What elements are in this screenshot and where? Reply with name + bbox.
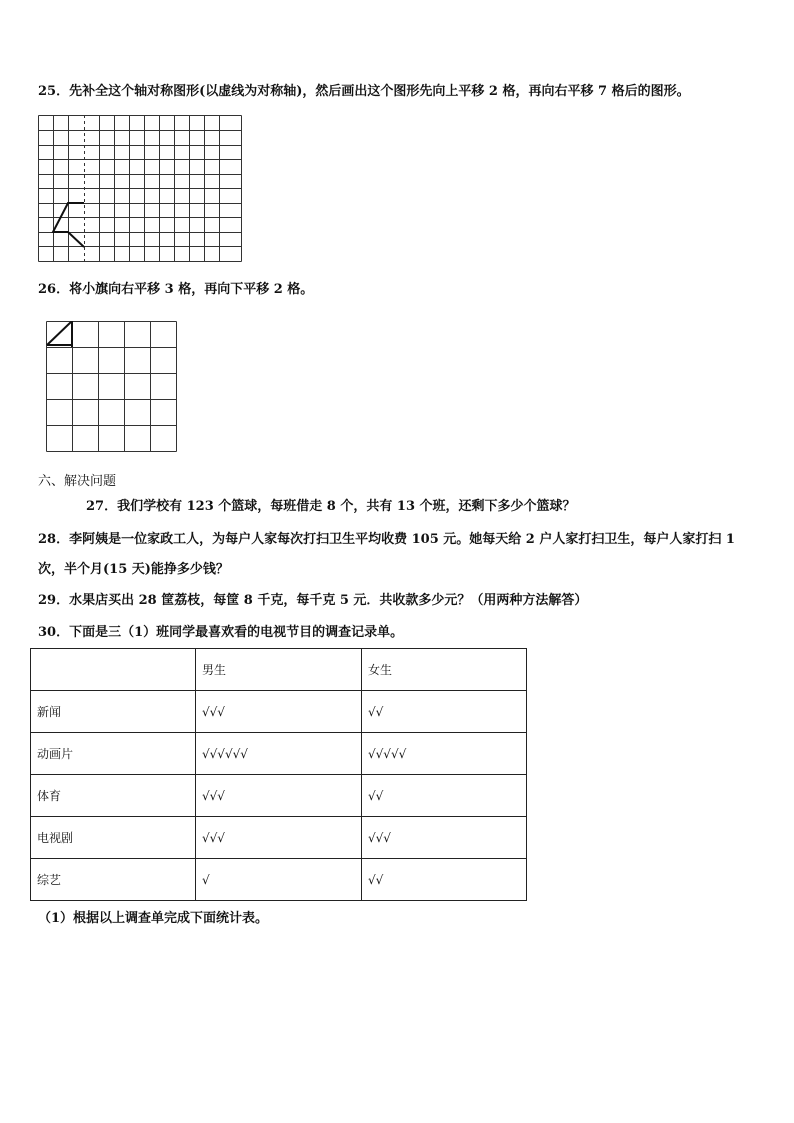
table-cell: 新闻 <box>31 691 196 733</box>
table-row <box>31 817 527 859</box>
question-28-line-1: 28．李阿姨是一位家政工人，为每户人家每次打扫卫生平均收费 105 元。她每天给 2 户人家打扫卫生，每户人家打扫 1 <box>38 532 735 547</box>
table-cell: √√√√√√ <box>196 733 362 775</box>
table-cell: 综艺 <box>31 859 196 901</box>
table-header-cell: 女生 <box>362 649 527 691</box>
table-header-cell: 男生 <box>196 649 362 691</box>
table-row <box>31 733 527 775</box>
question-30: 30．下面是三（1）班同学最喜欢看的电视节目的调查记录单。 <box>38 625 404 640</box>
table-row <box>31 859 527 901</box>
table-cell: √√√ <box>196 817 362 859</box>
table-cell: 体育 <box>31 775 196 817</box>
question-26: 26．将小旗向右平移 3 格，再向下平移 2 格。 <box>38 282 314 297</box>
table-header-row <box>31 649 527 691</box>
section-6-title: 六、解决问题 <box>38 474 117 489</box>
table-cell: 电视剧 <box>31 817 196 859</box>
table-cell: √√ <box>362 775 527 817</box>
table-cell: √√ <box>362 859 527 901</box>
table-row <box>31 691 527 733</box>
table-cell: √ <box>196 859 362 901</box>
table-cell: √√√ <box>362 817 527 859</box>
table-cell: √√√ <box>196 691 362 733</box>
table-cell: √√√√√ <box>362 733 527 775</box>
survey-table <box>30 648 527 901</box>
question-30-sub-1: （1）根据以上调查单完成下面统计表。 <box>38 911 269 926</box>
question-27: 27．我们学校有 123 个篮球，每班借走 8 个，共有 13 个班，还剩下多少个篮球？ <box>86 499 576 514</box>
table-cell: √√√ <box>196 775 362 817</box>
question-25: 25．先补全这个轴对称图形(以虚线为对称轴)，然后画出这个图形先向上平移 2 格，再向右平移 7 格后的图形。 <box>38 84 690 99</box>
table-cell: √√ <box>362 691 527 733</box>
question-28-line-2: 次，半个月(15 天)能挣多少钱？ <box>38 562 229 577</box>
table-header-cell <box>31 649 196 691</box>
axis-symmetry-grid <box>38 115 244 263</box>
table-row <box>31 775 527 817</box>
small-flag <box>47 321 72 347</box>
question-29: 29．水果店买出 28 筐荔枝，每筐 8 千克，每千克 5 元．共收款多少元？（用两种方法解答） <box>38 593 588 608</box>
flag-grid <box>46 321 178 453</box>
table-cell: 动画片 <box>31 733 196 775</box>
